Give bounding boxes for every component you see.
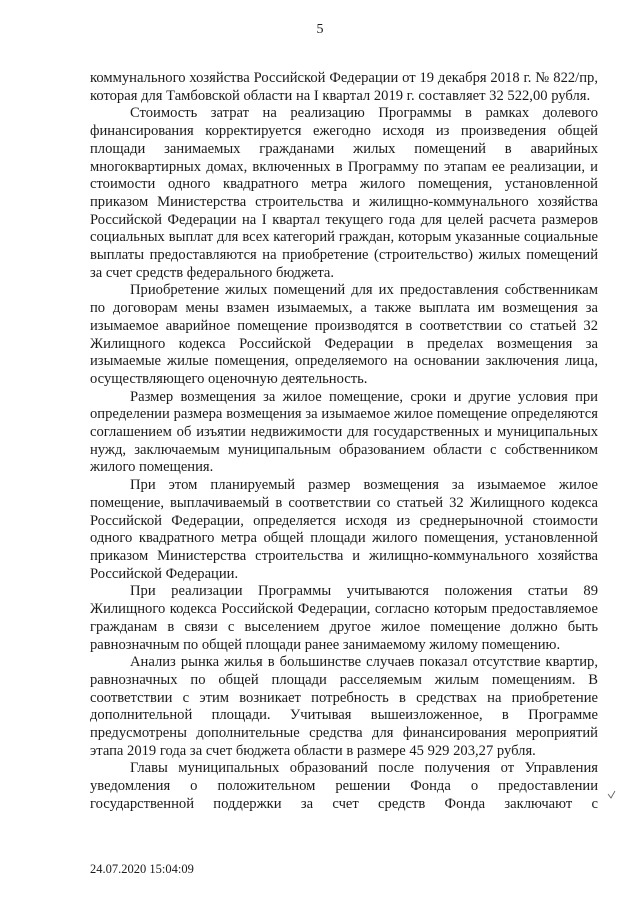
- footer-timestamp: 24.07.2020 15:04:09: [90, 862, 194, 876]
- paragraph-4: Размер возмещения за жилое помещение, сроки и другие условия при определении размера возмещения за изымаемое жилое помещение определяются соглашением об изъятии недвижимости для государственных и муниципальных нужд, заключаемым муниципальным образованием области с собственником жилого помещения.: [90, 388, 598, 476]
- document-body: [90, 70, 598, 814]
- page-number: 5: [316, 22, 324, 37]
- paragraph-3: Приобретение жилых помещений для их предоставления собственникам по договорам мены взамен изымаемых, а также выплата им возмещения за изымаемое аварийное помещение производятся в соответствии со статьей 32 Жилищного кодекса Российской Федерации в пределах возмещения за изымаемые жилые помещения, определяемого на основании заключения лица, осуществляющего оценочную деятельность.: [90, 282, 598, 387]
- paragraph-8: Главы муниципальных образований после получения от Управления уведомления о положительном решении Фонда о предоставлении государственной поддержки за счет средств Фонда заключают с: [90, 760, 598, 812]
- paragraph-6: При реализации Программы учитываются положения статьи 89 Жилищного кодекса Российской Федерации, согласно которым предоставляемое гражданам в связи с выселением другое жилое помещение должно быть равнозначным по общей площади ранее занимаемому жилому помещению.: [90, 583, 598, 653]
- paragraph-2: Стоимость затрат на реализацию Программы в рамках долевого финансирования корректируется ежегодно исходя из произведения общей площади занимаемых гражданами жилых помещений в аварийных многоквартирных домах, включенных в Программу по этапам ее реализации, и стоимости одного квадратного метра жилого помещения, установленной приказом Министерства строительства и жилищно-коммунального хозяйства Российской Федерации на I квартал текущего года для целей расчета размеров социальных выплат для всех категорий граждан, которым указанные социальные выплаты предоставляются на приобретение (строительство) жилых помещений за счет средств федерального бюджета.: [90, 105, 598, 281]
- paragraph-5: При этом планируемый размер возмещения за изымаемое жилое помещение, выплачиваемый в соответствии со статьей 32 Жилищного кодекса Российской Федерации, определяется исходя из среднерыночной стоимости одного квадратного метра общей площади жилого помещения, установленной приказом Министерства строительства и жилищно-коммунального хозяйства Российской Федерации.: [90, 477, 598, 582]
- margin-check-mark: [607, 790, 616, 799]
- paragraph-7: Анализ рынка жилья в большинстве случаев показал отсутствие квартир, равнозначных по общей площади расселяемым жилым помещениям. В соответствии с этим возникает потребность в средствах на приобретение дополнительной площади. Учитывая вышеизложенное, в Программе предусмотрены дополнительные средства для финансирования мероприятий этапа 2019 года за счет бюджета области в размере 45 929 203,27 рубля.: [90, 654, 598, 759]
- paragraph-1: коммунального хозяйства Российской Федерации от 19 декабря 2018 г. № 822/пр, которая для Тамбовской области на I квартал 2019 г. составляет 32 522,00 рубля.: [90, 70, 598, 104]
